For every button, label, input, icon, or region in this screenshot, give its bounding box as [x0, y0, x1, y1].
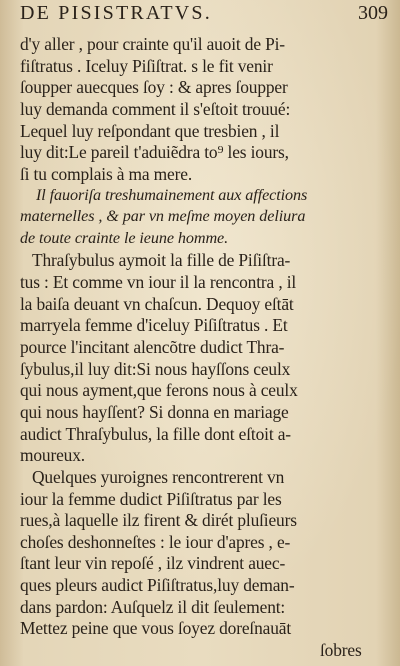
- text-line: ſi tu complais à ma mere.: [20, 163, 193, 184]
- text-line: ſybulus,il luy dit:Si nous hayſſons ceulx: [20, 358, 291, 379]
- text-line: pource l'incitant alencõtre dudict Thra-: [20, 337, 285, 357]
- italic-note-line: de toute crainte le ieune homme.: [20, 228, 229, 247]
- text-line: Quelques yuroignes rencontrerent vn: [32, 466, 285, 487]
- catchword: ſobres: [320, 640, 362, 660]
- text-line: qui nous ayment,que ferons nous à ceulx: [20, 380, 298, 401]
- text-line: ſtant leur vin repoſé , ilz vindrent auec-: [20, 553, 286, 574]
- text-line: Lequel luy reſpondant que tresbien , il: [20, 120, 280, 141]
- text-line: ſoupper auecques ſoy : & apres ſoupper: [20, 77, 288, 98]
- italic-note-line: maternelles , & par vn meſme moyen deliura: [20, 207, 306, 226]
- text-line: choſes deshonneſtes : le iour d'apres , e-: [20, 531, 291, 552]
- italic-note-line: Il fauoriſa treshumainement aux affections: [36, 185, 308, 204]
- text-line: ques pleurs audict Piſiſtratus,luy deman-: [20, 575, 295, 596]
- text-line: Thraſybulus aymoit la fille de Piſiſtra-: [32, 250, 291, 271]
- text-line: tus : Et comme vn iour il la rencontra , il: [20, 272, 297, 293]
- text-line: Mettez peine que vous ſoyez doreſnauāt: [20, 618, 291, 639]
- text-line: qui nous hayſſent? Si donna en mariage: [20, 401, 289, 422]
- text-line: luy demanda comment il s'eſtoit trouué:: [20, 98, 291, 119]
- text-line: audict Thraſybulus, la fille dont eſtoit a-: [20, 423, 291, 444]
- text-line: rues,à laquelle ilz firent & dirét pluſieurs: [20, 510, 297, 531]
- page-number: 309: [358, 2, 388, 24]
- text-line: moureux.: [20, 445, 85, 466]
- running-title: DE PISISTRATVS.: [20, 2, 212, 24]
- text-line: fiſtratus . Iceluy Piſiſtrat. s le fit venir: [20, 55, 273, 76]
- text-line: luy dit:Le pareil t'aduiẽdra to⁹ les iours,: [20, 142, 289, 163]
- text-line: iour la femme dudict Piſiſtratus par les: [20, 488, 282, 509]
- text-line: d'y aller , pour crainte qu'il auoit de Pi-: [20, 34, 285, 54]
- text-line: marryela femme d'iceluy Piſiſtratus . Et: [20, 315, 288, 336]
- text-line: dans pardon: Auſquelz il dit ſeulement:: [20, 596, 286, 617]
- text-line: la baiſa deuant vn chaſcun. Dequoy eſtāt: [20, 293, 294, 314]
